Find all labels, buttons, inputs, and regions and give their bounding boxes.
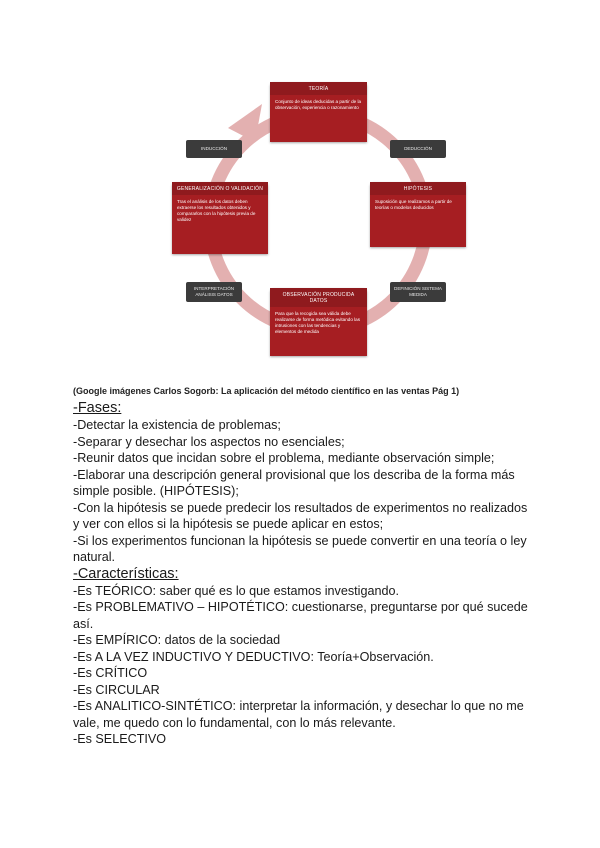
card-observacion [270,288,367,356]
caracteristicas-item: -Es EMPÍRICO: datos de la sociedad [73,633,281,647]
figure-caption: (Google imágenes Carlos Sogorb: La aplicación del método científico en las ventas Pág 1) [73,386,460,396]
caracteristicas-item: -Es SELECTIVO [73,732,167,746]
card-teoria-body: Conjunto de ideas deducidas a partir de la observación, experiencia o razonamiento [275,99,362,110]
fases-item: -Elaborar una descripción general provisional que los describa de la forma más simple posible. (HIPÓTESIS); [73,467,515,498]
caracteristicas-item: -Es CRÍTICO [73,666,148,680]
scientific-method-diagram [0,0,600,375]
document-body [73,400,533,748]
card-generalizacion-body: Tras el análisis de los datos deben extraerse los resultados obtenidos y compararlos con la hipótesis previa de validez [177,199,256,222]
caracteristicas-item: -Es ANALITICO-SINTÉTICO: interpretar la información, y desechar lo que no me vale, me quedo con lo fundamental, con lo más relevante. [73,699,524,730]
card-hipotesis-body: Suposición que realizamos a partir de teorías o modelos deducidos [375,199,452,210]
caracteristicas-item: -Es TEÓRICO: saber qué es lo que estamos investigando. [73,583,399,598]
card-observacion-title: OBSERVACIÓN PRODUCIDA DATOS [270,288,367,307]
fases-item: -Separar y desechar los aspectos no esenciales; [73,434,345,449]
card-observacion-body: Para que la recogida sea válida debe realizarse de forma metódica evitando las intrusiones con las tendencias y elementos de medida [275,311,361,334]
caracteristicas-item: -Es PROBLEMATIVO – HIPOTÉTICO: cuestionarse, preguntarse por qué sucede así. [73,600,528,631]
caracteristicas-item: -Es CIRCULAR [73,682,160,697]
card-generalizacion-title: GENERALIZACIÓN O VALIDACIÓN [172,182,268,195]
pill-deduccion: DEDUCCIÓN [390,140,446,158]
fases-item: -Con la hipótesis se puede predecir los resultados de experimentos no realizados y ver con ellos si la hipótesis se puede aplicar en estos; [73,500,528,531]
caracteristicas-item: -Es A LA VEZ INDUCTIVO Y DEDUCTIVO: Teoría+Observación. [73,649,434,664]
pill-interpretacion: INTERPRETACIÓN ANÁLISIS DATOS [186,282,242,302]
card-teoria-title: TEORÍA [270,82,367,95]
card-generalizacion [172,182,268,254]
pill-definicion: DEFINICIÓN SISTEMA MEDIDA [390,282,446,302]
caracteristicas-heading: -Características: [73,565,179,582]
fases-item: -Si los experimentos funcionan la hipótesis se puede convertir en una teoría o ley natural. [73,533,527,564]
fases-item: -Detectar la existencia de problemas; [73,418,281,432]
card-hipotesis-title: HIPÓTESIS [370,182,466,195]
pill-induccion: INDUCCIÓN [186,140,242,158]
fases-heading: -Fases: [73,400,122,416]
fases-item: -Reunir datos que incidan sobre el problema, mediante observación simple; [73,451,495,465]
card-hipotesis [370,182,466,247]
card-teoria [270,82,367,142]
